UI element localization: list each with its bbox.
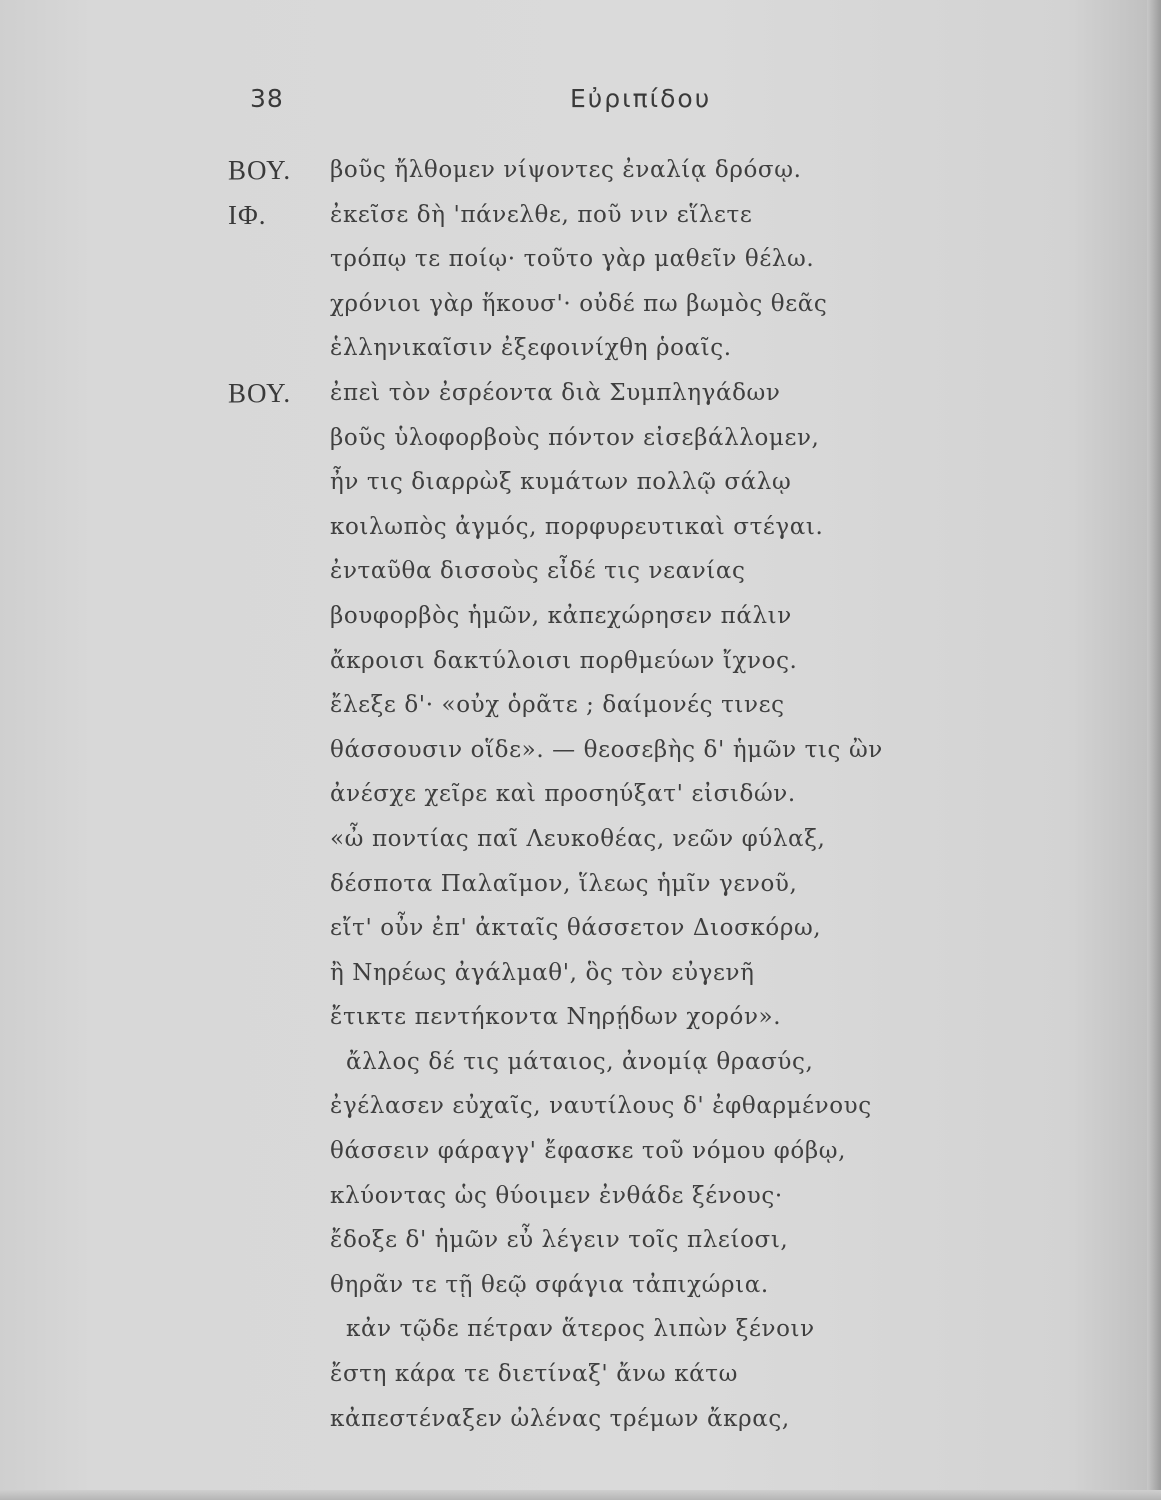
verse-line bbox=[228, 1218, 1008, 1263]
verse-line bbox=[228, 1040, 1008, 1085]
verse-text: «ὦ ποντίας παῖ Λευκοθέας, νεῶν φύλαξ, bbox=[330, 825, 826, 852]
verse-line bbox=[228, 594, 1008, 639]
verse-line bbox=[228, 639, 1008, 684]
verse-text: ἐπεὶ τὸν ἐσρέοντα διὰ Συμπληγάδων bbox=[330, 379, 781, 406]
verse-text: βουφορβὸς ἡμῶν, κἀπεχώρησεν πάλιν bbox=[330, 602, 792, 629]
verse-text: ἔτικτε πεντήκοντα Νηρῄδων χορόν». bbox=[330, 1004, 782, 1031]
verse-text: ἐκεῖσε δὴ 'πάνελθε, ποῦ νιν εἵλετε bbox=[330, 201, 753, 228]
verse-text: ἔλεξε δ'· «οὐχ ὁρᾶτε ; δαίμονές τινες bbox=[330, 692, 785, 719]
verse-line bbox=[228, 683, 1008, 728]
verse-line bbox=[228, 193, 1008, 238]
verse-text: ἢ Νηρέως ἀγάλμαθ', ὃς τὸν εὐγενῆ bbox=[330, 959, 755, 986]
verse-text: κἀν τῷδε πέτραν ἅτερος λιπὼν ξένοιν bbox=[346, 1316, 815, 1343]
verse-text: χρόνιοι γὰρ ἥκουσ'· οὐδέ πω βωμὸς θεᾶς bbox=[330, 290, 828, 317]
speaker-label: ΒΟΥ. bbox=[228, 155, 292, 185]
verse-text: ἑλληνικαῖσιν ἐξεφοινίχθη ῥοαῖς. bbox=[330, 335, 732, 362]
verse-line bbox=[228, 237, 1008, 282]
page-number: 38 bbox=[250, 84, 284, 113]
verse-block bbox=[228, 148, 1008, 1441]
page-header bbox=[250, 80, 980, 120]
verse-line bbox=[228, 1129, 1008, 1174]
verse-line bbox=[228, 416, 1008, 461]
verse-text: ἄκροισι δακτύλοισι πορθμεύων ἴχνος. bbox=[330, 647, 798, 674]
verse-text: κλύοντας ὡς θύοιμεν ἐνθάδε ξένους· bbox=[330, 1182, 783, 1209]
verse-line bbox=[228, 1352, 1008, 1397]
verse-line bbox=[228, 549, 1008, 594]
verse-text: θάσσουσιν οἵδε». — θεοσεβὴς δ' ἡμῶν τις ὢν bbox=[330, 736, 883, 763]
page-bottom-edge bbox=[0, 1490, 1161, 1500]
verse-text: δέσποτα Παλαῖμον, ἵλεως ἡμῖν γενοῦ, bbox=[330, 870, 798, 897]
verse-line bbox=[228, 1397, 1008, 1442]
verse-line bbox=[228, 460, 1008, 505]
verse-text: εἴτ' οὖν ἐπ' ἀκταῖς θάσσετον Διοσκόρω, bbox=[330, 915, 822, 942]
verse-line bbox=[228, 817, 1008, 862]
verse-text: βοῦς ὑλοφορβοὺς πόντον εἰσεβάλλομεν, bbox=[330, 424, 820, 451]
verse-text: κοιλωπὸς ἀγμός, πορφυρευτικαὶ στέγαι. bbox=[330, 513, 824, 540]
verse-text: ἐγέλασεν εὐχαῖς, ναυτίλους δ' ἐφθαρμένους bbox=[330, 1093, 872, 1120]
speaker-label: ΙΦ. bbox=[228, 199, 267, 230]
verse-line bbox=[228, 371, 1008, 416]
verse-text: βοῦς ἤλθομεν νίψοντες ἐναλίᾳ δρόσῳ. bbox=[330, 157, 802, 183]
verse-line bbox=[228, 505, 1008, 550]
verse-line bbox=[228, 951, 1008, 996]
verse-text: ἔδοξε δ' ἡμῶν εὖ λέγειν τοῖς πλείοσι, bbox=[330, 1227, 789, 1254]
verse-line bbox=[228, 148, 1008, 193]
verse-line bbox=[228, 1174, 1008, 1219]
verse-line bbox=[228, 1307, 1008, 1352]
verse-line bbox=[228, 862, 1008, 907]
verse-text: ἦν τις διαρρὼξ κυμάτων πολλῷ σάλῳ bbox=[330, 469, 792, 496]
running-title: Εὐριπίδου bbox=[570, 84, 712, 113]
verse-line bbox=[228, 282, 1008, 327]
verse-line bbox=[228, 728, 1008, 773]
verse-text: κἀπεστέναξεν ὠλένας τρέμων ἄκρας, bbox=[330, 1405, 790, 1432]
verse-text: ἔστη κάρα τε διετίναξ' ἄνω κάτω bbox=[330, 1361, 738, 1388]
verse-text: ἀνέσχε χεῖρε καὶ προσηύξατ' εἰσιδών. bbox=[330, 781, 796, 808]
verse-line bbox=[228, 326, 1008, 371]
verse-text: τρόπῳ τε ποίῳ· τοῦτο γὰρ μαθεῖν θέλω. bbox=[330, 246, 815, 273]
verse-text: θάσσειν φάραγγ' ἔφασκε τοῦ νόμου φόβῳ, bbox=[330, 1138, 846, 1165]
verse-text: ἐνταῦθα δισσοὺς εἶδέ τις νεανίας bbox=[330, 558, 746, 585]
verse-line bbox=[228, 1084, 1008, 1129]
verse-line bbox=[228, 906, 1008, 951]
page-edge-shadow bbox=[1147, 0, 1161, 1500]
verse-text: ἄλλος δέ τις μάταιος, ἀνομίᾳ θρασύς, bbox=[346, 1048, 814, 1075]
verse-text: θηρᾶν τε τῇ θεῷ σφάγια τἀπιχώρια. bbox=[330, 1271, 769, 1298]
verse-line bbox=[228, 1263, 1008, 1308]
verse-line bbox=[228, 772, 1008, 817]
speaker-label: ΒΟΥ. bbox=[228, 377, 292, 408]
verse-line bbox=[228, 995, 1008, 1040]
